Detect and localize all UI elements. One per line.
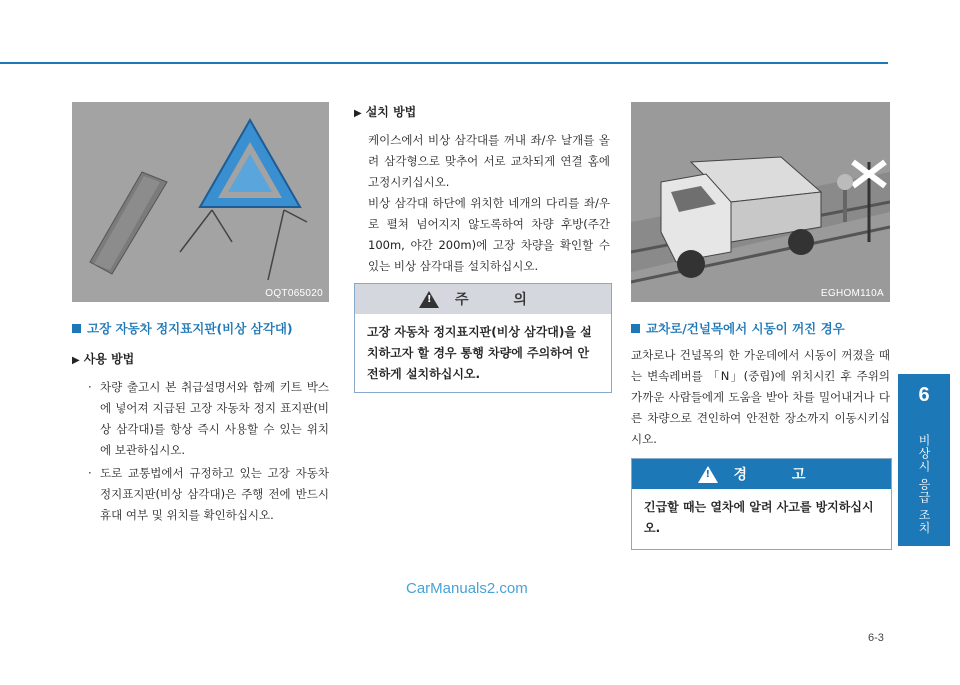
watermark-link[interactable]: CarManuals2.com — [406, 580, 528, 597]
middle-column — [354, 102, 610, 277]
section-heading — [631, 318, 890, 339]
warning-icon — [698, 466, 718, 483]
figure-code: OQT065020 — [265, 288, 323, 299]
warning-header — [632, 459, 891, 489]
caution-box — [354, 283, 612, 393]
warning-title: 경 고 — [733, 467, 826, 483]
section-heading — [72, 318, 329, 339]
square-bullet-icon — [72, 324, 81, 333]
paragraph: 비상 삼각대 하단에 위치한 네개의 다리를 좌/우로 펼쳐 넘어지지 않도록하여 차량 후방(주간 100m, 야간 200m)에 고장 차량을 확인할 수 있는 비상 삼각대를 설치하십시오. — [368, 196, 610, 273]
sub-heading-text: 사용 방법 — [83, 352, 135, 366]
triangle-right-icon: ▶ — [72, 355, 80, 366]
caution-text: 고장 자동차 정지표지판(비상 삼각대)을 설치하고자 할 경우 통행 차량에 주의하여 안전하게 설치하십시오. — [367, 325, 592, 381]
chapter-title: 비상시 응급 조치 — [917, 434, 931, 535]
caution-title: 주 의 — [455, 292, 547, 308]
warning-text: 긴급할 때는 열차에 알려 사고를 방지하십시오. — [644, 500, 874, 535]
warning-icon — [419, 291, 439, 308]
figure-code: EGHOM110A — [820, 288, 884, 299]
triangle-right-icon: ▶ — [354, 108, 362, 119]
railroad-crossing-figure — [631, 102, 890, 302]
chapter-tab — [898, 374, 950, 546]
square-bullet-icon — [631, 324, 640, 333]
paragraph: 교차로나 건널목의 한 가운데에서 시동이 꺼졌을 때는 변속레버를 「N」(중립)에 위치시킨 후 주위의 가까운 사람들에게 도움을 받아 차를 밀어내거나 다른 차량으로 견인하여 안전한 장소까지 이동시키십시오. — [631, 348, 890, 446]
warning-box — [631, 458, 892, 550]
right-column — [631, 318, 890, 450]
left-column — [72, 318, 329, 526]
warning-triangle-illustration — [72, 102, 329, 302]
truck-illustration — [631, 102, 890, 302]
list-item-text: 차량 출고시 본 취급설명서와 함께 키트 박스에 넣어져 지급된 고장 자동차 정지 표지판(비상 삼각대)를 항상 즉시 사용할 수 있는 위치에 보관하십시오. — [100, 380, 329, 457]
section-heading-text: 교차로/건널목에서 시동이 꺼진 경우 — [646, 321, 845, 336]
header-rule — [0, 62, 888, 64]
list-item — [72, 463, 329, 526]
bullet-dot-icon: · — [88, 380, 92, 394]
caution-header — [355, 284, 611, 314]
sub-heading-text: 설치 방법 — [365, 105, 417, 119]
chapter-number: 6 — [918, 384, 930, 406]
bullet-dot-icon: · — [88, 466, 92, 480]
sub-heading — [72, 349, 329, 371]
paragraph: 케이스에서 비상 삼각대를 꺼내 좌/우 날개를 올려 삼각형으로 맞추어 서로 교차되게 연결 홈에 고정시키십시오. — [368, 133, 610, 189]
warning-triangle-figure — [72, 102, 329, 302]
list-item — [72, 377, 329, 461]
section-heading-text: 고장 자동차 정지표지판(비상 삼각대) — [87, 321, 293, 336]
list-item-text: 도로 교통법에서 규정하고 있는 고장 자동차 정지표지판(비상 삼각대)은 주행 전에 반드시 휴대 여부 및 위치를 확인하십시오. — [100, 466, 329, 522]
sub-heading — [354, 102, 610, 124]
page-number: 6-3 — [868, 632, 884, 644]
